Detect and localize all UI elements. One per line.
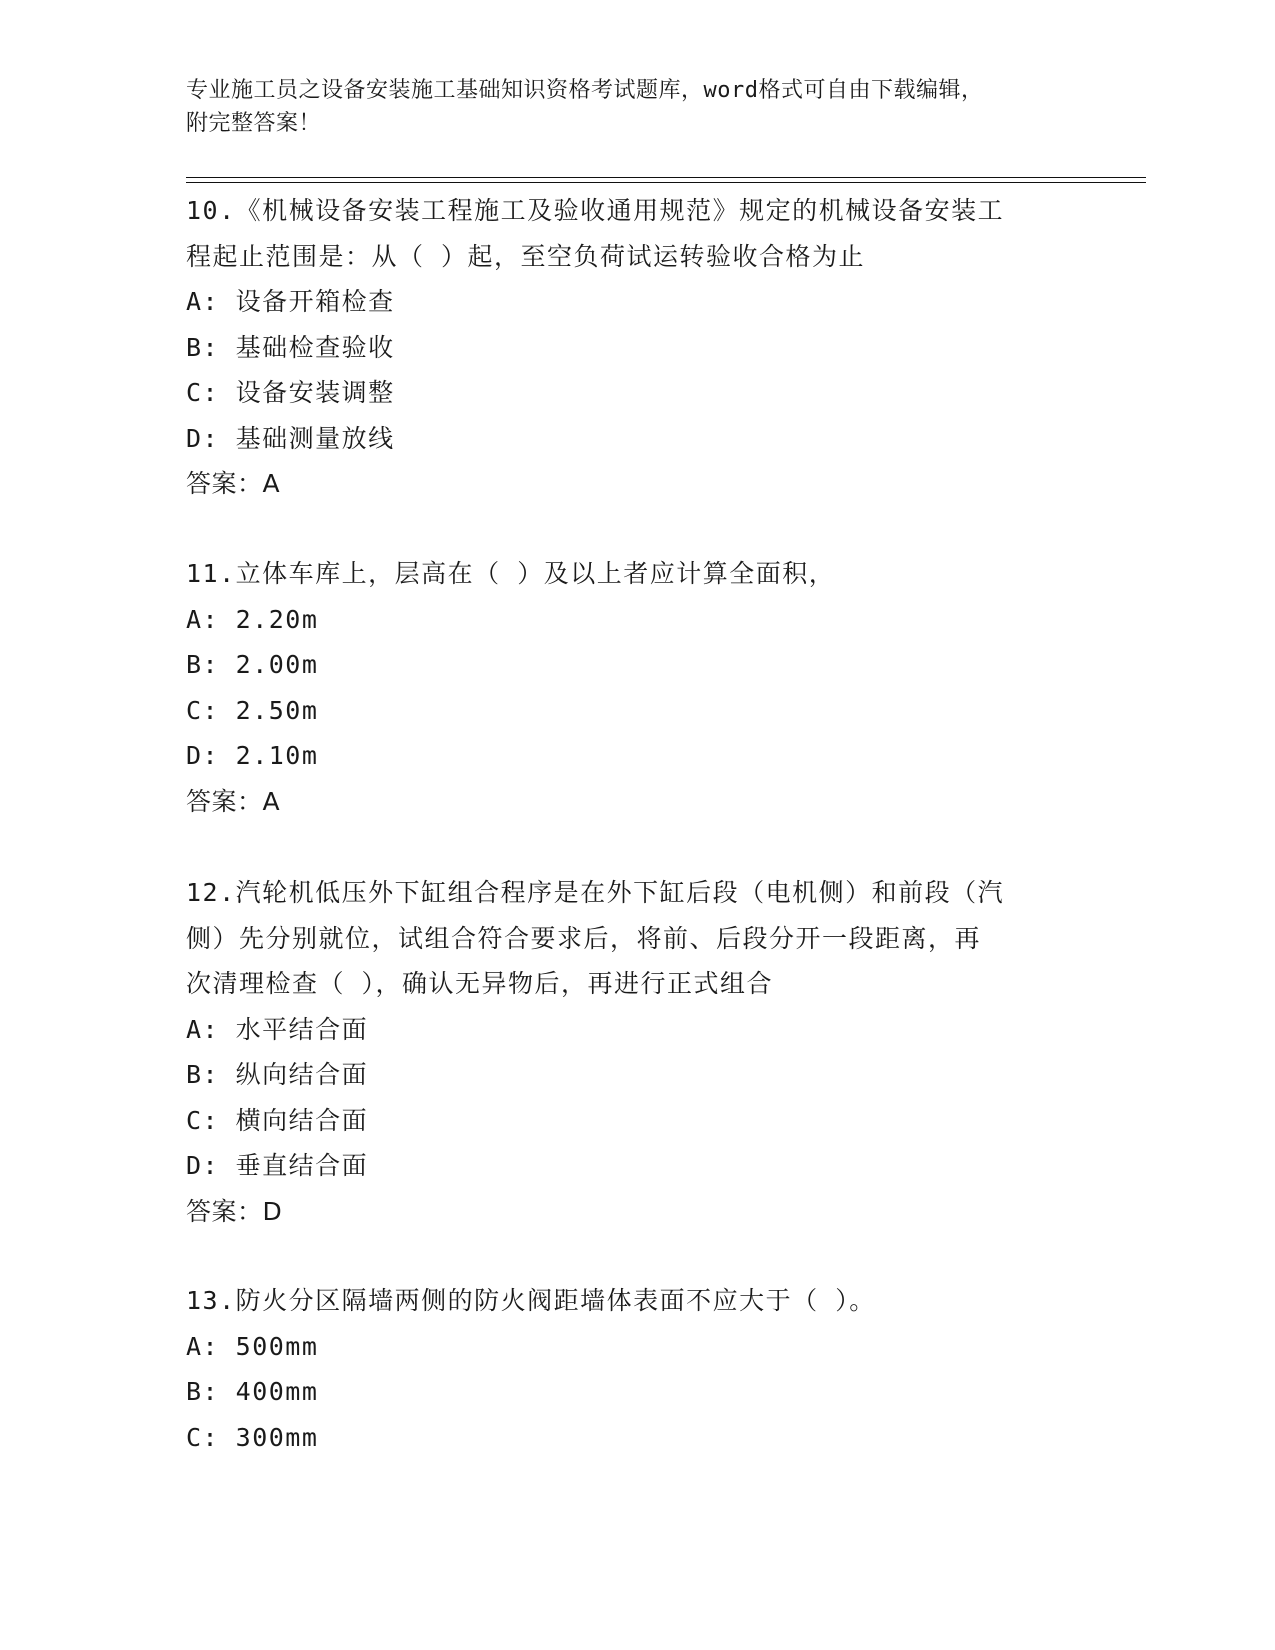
answer-line: 答案：A — [186, 469, 281, 498]
option-c: C: 2.50m — [186, 695, 319, 725]
option-c: C: 300mm — [186, 1422, 319, 1452]
header-line-2: 附完整答案！ — [186, 111, 322, 136]
option-d: D: 基础测量放线 — [186, 423, 395, 453]
question-text-line: 12.汽轮机低压外下缸组合程序是在外下缸后段（电机侧）和前段（汽 — [186, 878, 1005, 907]
question-text-line: 侧）先分别就位，试组合符合要求后，将前、后段分开一段距离，再 — [186, 923, 982, 953]
option-a: A: 水平结合面 — [186, 1014, 369, 1044]
header-divider-bottom — [186, 182, 1146, 183]
question-13 — [186, 1278, 1086, 1460]
question-12 — [186, 870, 1086, 1234]
header-divider-top — [186, 177, 1146, 178]
question-text-line: 10.《机械设备安装工程施工及验收通用规范》规定的机械设备安装工 — [186, 196, 1005, 225]
answer-line: 答案：D — [186, 1196, 283, 1226]
option-a: A: 500mm — [186, 1331, 319, 1361]
header-line-1: 专业施工员之设备安装施工基础知识资格考试题库，word格式可自由下载编辑， — [186, 78, 984, 103]
question-text-line: 11.立体车库上，层高在（ ）及以上者应计算全面积， — [186, 559, 836, 588]
option-a: A: 设备开箱检查 — [186, 287, 395, 316]
question-11 — [186, 551, 1086, 824]
question-text-line: 程起止范围是：从（ ）起，至空负荷试运转验收合格为止 — [186, 241, 866, 271]
document-header — [186, 74, 1066, 140]
option-d: D: 2.10m — [186, 741, 319, 770]
option-b: B: 基础检查验收 — [186, 332, 395, 362]
question-10 — [186, 188, 1086, 507]
option-b: B: 纵向结合面 — [186, 1060, 369, 1089]
question-text-line: 13.防火分区隔墙两侧的防火阀距墙体表面不应大于（ ）。 — [186, 1286, 876, 1315]
question-text-line: 次清理检查（ ），确认无异物后，再进行正式组合 — [186, 969, 774, 998]
option-c: C: 横向结合面 — [186, 1105, 369, 1135]
option-b: B: 400mm — [186, 1377, 319, 1406]
option-d: D: 垂直结合面 — [186, 1151, 369, 1180]
answer-line: 答案：A — [186, 786, 281, 816]
option-b: B: 2.00m — [186, 650, 319, 679]
option-c: C: 设备安装调整 — [186, 378, 395, 407]
option-a: A: 2.20m — [186, 604, 319, 634]
